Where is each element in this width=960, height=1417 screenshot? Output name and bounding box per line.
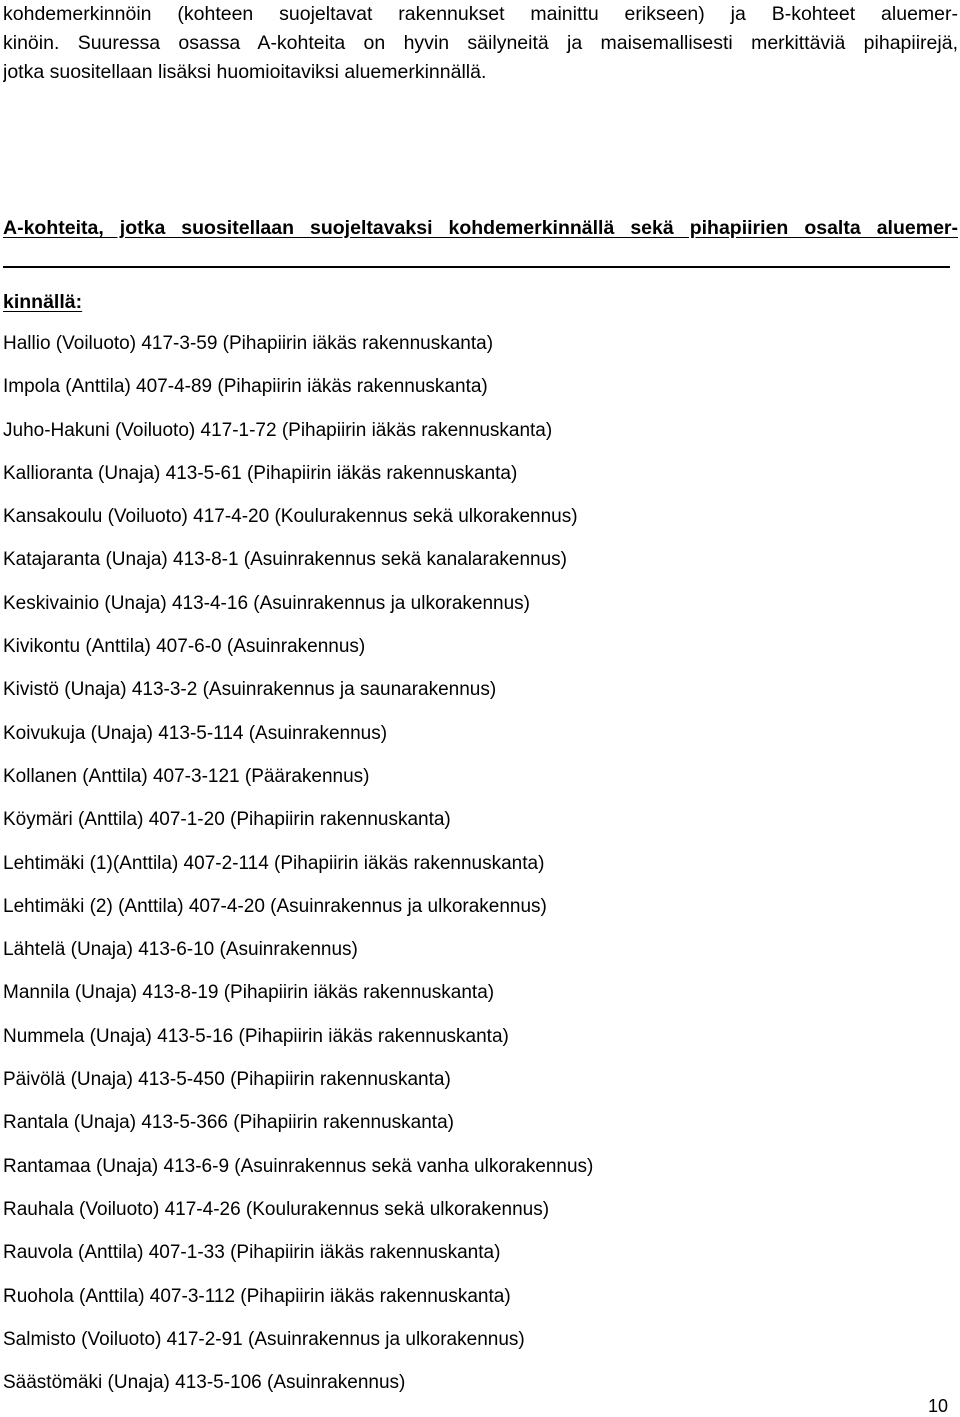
section-heading-continued	[3, 288, 958, 316]
page-number: 10	[928, 1396, 949, 1416]
list-item: Kollanen (Anttila) 407-3-121 (Päärakennus)	[3, 765, 370, 787]
list-item: Nummela (Unaja) 413-5-16 (Pihapiirin iäkäs rakennuskanta)	[3, 1025, 509, 1047]
intro-line: jotka suositellaan lisäksi huomioitaviksi aluemerkinnällä.	[3, 61, 487, 83]
list-item: Lähtelä (Unaja) 413-6-10 (Asuinrakennus)	[3, 939, 358, 961]
list-item: Lehtimäki (1)(Anttila) 407-2-114 (Pihapiirin iäkäs rakennuskanta)	[3, 852, 545, 874]
section-heading	[3, 214, 958, 242]
list-item: Kivistö (Unaja) 413-3-2 (Asuinrakennus ja saunarakennus)	[3, 679, 497, 701]
list-item: Hallio (Voiluoto) 417-3-59 (Pihapiirin iäkäs rakennuskanta)	[3, 333, 494, 354]
property-list	[3, 330, 943, 1412]
list-item: Köymäri (Anttila) 407-1-20 (Pihapiirin rakennuskanta)	[3, 809, 451, 831]
heading-underline-rule	[3, 266, 950, 268]
list-item: Rantamaa (Unaja) 413-6-9 (Asuinrakennus sekä vanha ulkorakennus)	[3, 1155, 594, 1177]
list-item: Päivölä (Unaja) 413-5-450 (Pihapiirin rakennuskanta)	[3, 1069, 451, 1091]
section-heading-line: A-kohteita, jotka suositellaan suojeltavaksi kohdemerkinnällä sekä pihapiirien osalta aluemer-	[3, 217, 958, 239]
list-item: Rantala (Unaja) 413-5-366 (Pihapiirin rakennuskanta)	[3, 1112, 454, 1134]
intro-line: kinöin. Suuressa osassa A-kohteita on hyvin säilyneitä ja maisemallisesti merkittäviä pihapiirejä,	[3, 32, 958, 54]
list-item: Rauhala (Voiluoto) 417-4-26 (Koulurakennus sekä ulkorakennus)	[3, 1198, 550, 1220]
list-item: Mannila (Unaja) 413-8-19 (Pihapiirin iäkäs rakennuskanta)	[3, 982, 495, 1004]
section-heading-line: kinnällä:	[3, 291, 83, 313]
list-item: Kallioranta (Unaja) 413-5-61 (Pihapiirin iäkäs rakennuskanta)	[3, 462, 518, 484]
list-item: Ruohola (Anttila) 407-3-112 (Pihapiirin iäkäs rakennuskanta)	[3, 1285, 511, 1307]
list-item: Katajaranta (Unaja) 413-8-1 (Asuinrakennus sekä kanalarakennus)	[3, 549, 567, 571]
list-item: Rauvola (Anttila) 407-1-33 (Pihapiirin iäkäs rakennuskanta)	[3, 1242, 501, 1264]
list-item: Lehtimäki (2) (Anttila) 407-4-20 (Asuinrakennus ja ulkorakennus)	[3, 895, 547, 917]
list-item: Juho-Hakuni (Voiluoto) 417-1-72 (Pihapiirin iäkäs rakennuskanta)	[3, 419, 553, 441]
list-item: Koivukuja (Unaja) 413-5-114 (Asuinrakennus)	[3, 722, 388, 744]
list-item: Säästömäki (Unaja) 413-5-106 (Asuinrakennus)	[3, 1372, 406, 1394]
list-item: Keskivainio (Unaja) 413-4-16 (Asuinrakennus ja ulkorakennus)	[3, 592, 530, 614]
list-item: Salmisto (Voiluoto) 417-2-91 (Asuinrakennus ja ulkorakennus)	[3, 1328, 525, 1350]
list-item: Kansakoulu (Voiluoto) 417-4-20 (Koulurakennus sekä ulkorakennus)	[3, 506, 578, 528]
list-item: Kivikontu (Anttila) 407-6-0 (Asuinrakennus)	[3, 636, 366, 658]
intro-paragraph	[3, 0, 958, 87]
intro-line: kohdemerkinnöin (kohteen suojeltavat rakennukset mainittu erikseen) ja B-kohteet aluemer-	[3, 3, 958, 25]
list-item: Impola (Anttila) 407-4-89 (Pihapiirin iäkäs rakennuskanta)	[3, 376, 488, 398]
